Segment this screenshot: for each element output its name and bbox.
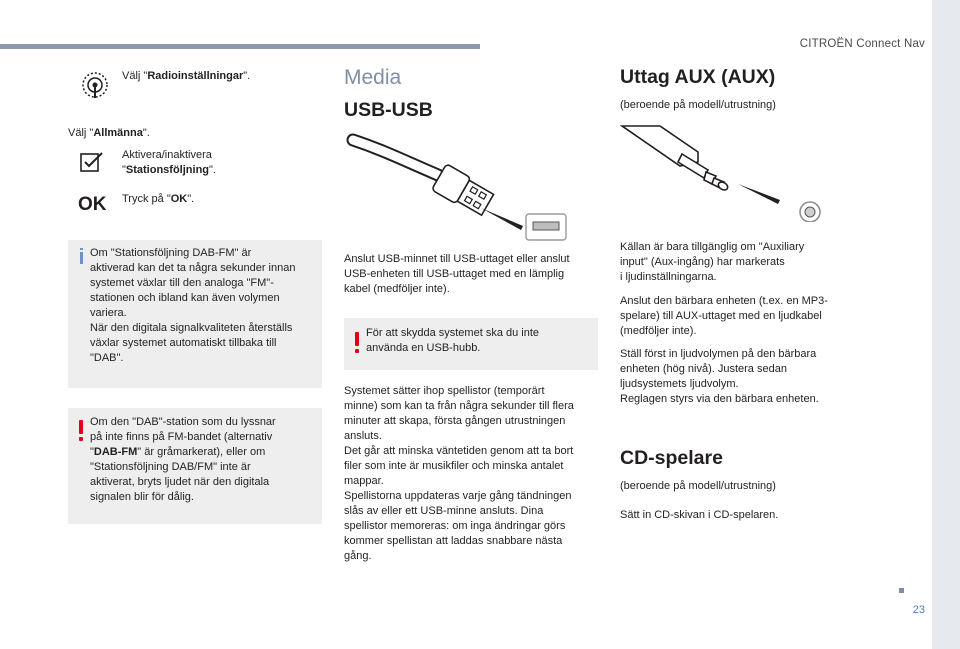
info-icon (80, 252, 83, 264)
info-box (68, 240, 322, 388)
warning-icon (79, 420, 83, 434)
radio-settings-icon (78, 68, 110, 100)
heading-aux: Uttag AUX (AUX) (620, 66, 776, 88)
side-margin (932, 0, 960, 649)
usb-warning-text: För att skydda systemet ska du inte använda en USB-hubb. (366, 327, 540, 354)
page-marker (899, 588, 904, 593)
aux-volume-text: Ställ först in ljudvolymen på den bärbara enheten (hög nivå). Justera sedan ljudsystemets ljudvolym. Reglagen styrs via den bärbara enheten. (620, 348, 819, 405)
cd-note: (beroende på modell/utrustning) (620, 480, 776, 492)
top-rule (0, 44, 480, 49)
checkbox-icon (80, 151, 104, 173)
aux-connect-text: Anslut den bärbara enheten (t.ex. en MP3- spelare) till AUX-uttaget med en ljudkabel (medföljer inte). (620, 295, 828, 337)
usb-plug-illustration (343, 130, 573, 245)
step-press-ok: Tryck på "OK". (122, 193, 195, 205)
step-radio-settings: Välj "Radioinställningar". (122, 70, 251, 82)
warning-box (68, 408, 322, 524)
heading-usb: USB-USB (344, 99, 433, 121)
ok-icon: OK (78, 194, 107, 215)
section-title-media: Media (344, 66, 402, 89)
aux-jack-illustration (620, 122, 830, 222)
heading-cd: CD-spelare (620, 447, 723, 469)
step-general: Välj "Allmänna". (68, 127, 150, 139)
step-toggle-following: Aktivera/inaktivera "Stationsföljning". (122, 149, 216, 176)
warning-icon (355, 332, 359, 346)
info-text: Om "Stationsföljning DAB-FM" är aktiverad kan det ta några sekunder innan systemet växlar till den analoga "FM"- stationen och ibland kan även volymen variera. När den digitala signalkvaliteten återställs växlar systemet automatiskt tillbaka till "DAB". (90, 247, 296, 364)
warning-text: Om den "DAB"-station som du lyssnar på inte finns på FM-bandet (alternativ "DAB-FM" är gråmarkerat), eller om "Stationsföljning DAB/FM" inte är aktiverat, bryts ljudet när den digitala signalen blir för dålig. (90, 416, 276, 503)
aux-note: (beroende på modell/utrustning) (620, 99, 776, 111)
running-header: CITROËN Connect Nav (799, 38, 925, 50)
playlist-text: Systemet sätter ihop spellistor (temporärt minne) som kan ta från några sekunder till flera minuter att skapa, första gången utrustningen ansluts. Det går att minska väntetiden genom att ta bort filer som inte är musikfiler och minska antalet mappar. Spellistorna uppdateras varje gång tändningen slås av eller ett USB-minne ansluts. Dina spellistor memoreras: om inga ändringar görs kommer spellistan att laddas snabbare nästa gång. (344, 385, 574, 562)
page-number: 23 (912, 604, 925, 616)
usb-warning-box (344, 318, 598, 370)
usb-connect-text: Anslut USB-minnet till USB-uttaget eller anslut USB-enheten till USB-uttaget med en lämplig kabel (medföljer inte). (344, 253, 570, 295)
cd-text: Sätt in CD-skivan i CD-spelaren. (620, 509, 779, 521)
aux-availability-text: Källan är bara tillgänglig om "Auxiliary input" (Aux-ingång) har markerats i ljudinställningarna. (620, 241, 805, 283)
